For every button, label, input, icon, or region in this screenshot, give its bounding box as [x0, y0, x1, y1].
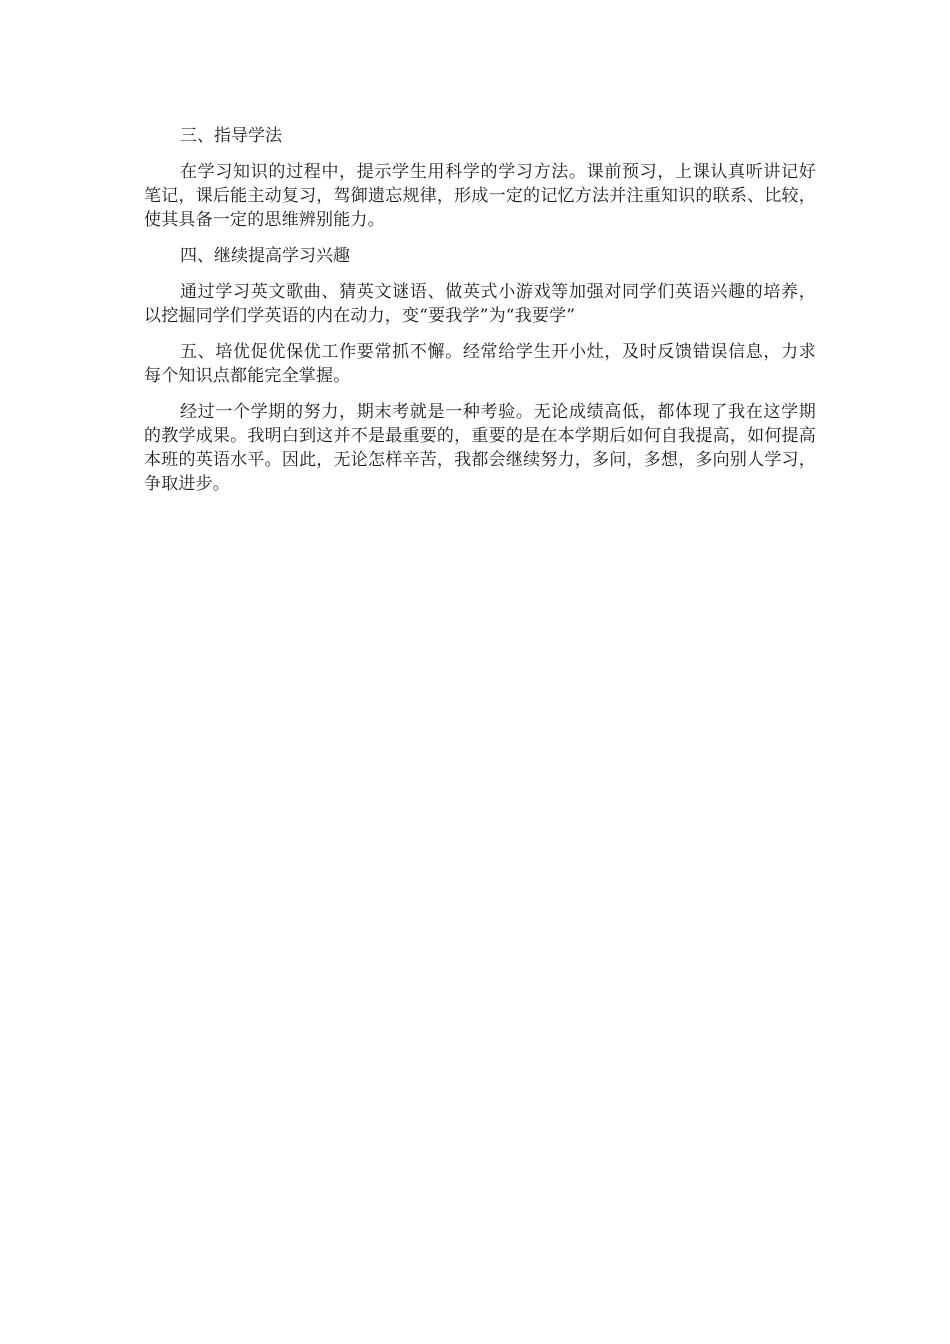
paragraph-study-methods: 在学习知识的过程中，提示学生用科学的学习方法。课前预习，上课认真听讲记好笔记，课后能主动复习，驾御遗忘规律，形成一定的记忆方法并注重知识的联系、比较，使其具备一定的思维辨别能力。: [144, 162, 816, 230]
section-heading-guide-methods: 三、指导学法: [180, 126, 282, 146]
document-body: [144, 124, 816, 508]
paragraph-conclusion: 经过一个学期的努力，期末考就是一种考验。无论成绩高低，都体现了我在这学期的教学成果。我明白到这并不是最重要的，重要的是在本学期后如何自我提高，如何提高本班的英语水平。因此，无论怎样辛苦，我都会继续努力，多问，多想，多向别人学习，争取进步。: [144, 402, 816, 494]
paragraph-interest: 通过学习英文歌曲、猜英文谜语、做英式小游戏等加强对同学们英语兴趣的培养，以挖掘同学们学英语的内在动力，变“要我学”为“我要学”: [144, 282, 816, 326]
section-heading-interest: 四、继续提高学习兴趣: [180, 246, 350, 266]
paragraph-excellence: 五、培优促优保优工作要常抓不懈。经常给学生开小灶，及时反馈错误信息，力求每个知识点都能完全掌握。: [144, 342, 816, 386]
